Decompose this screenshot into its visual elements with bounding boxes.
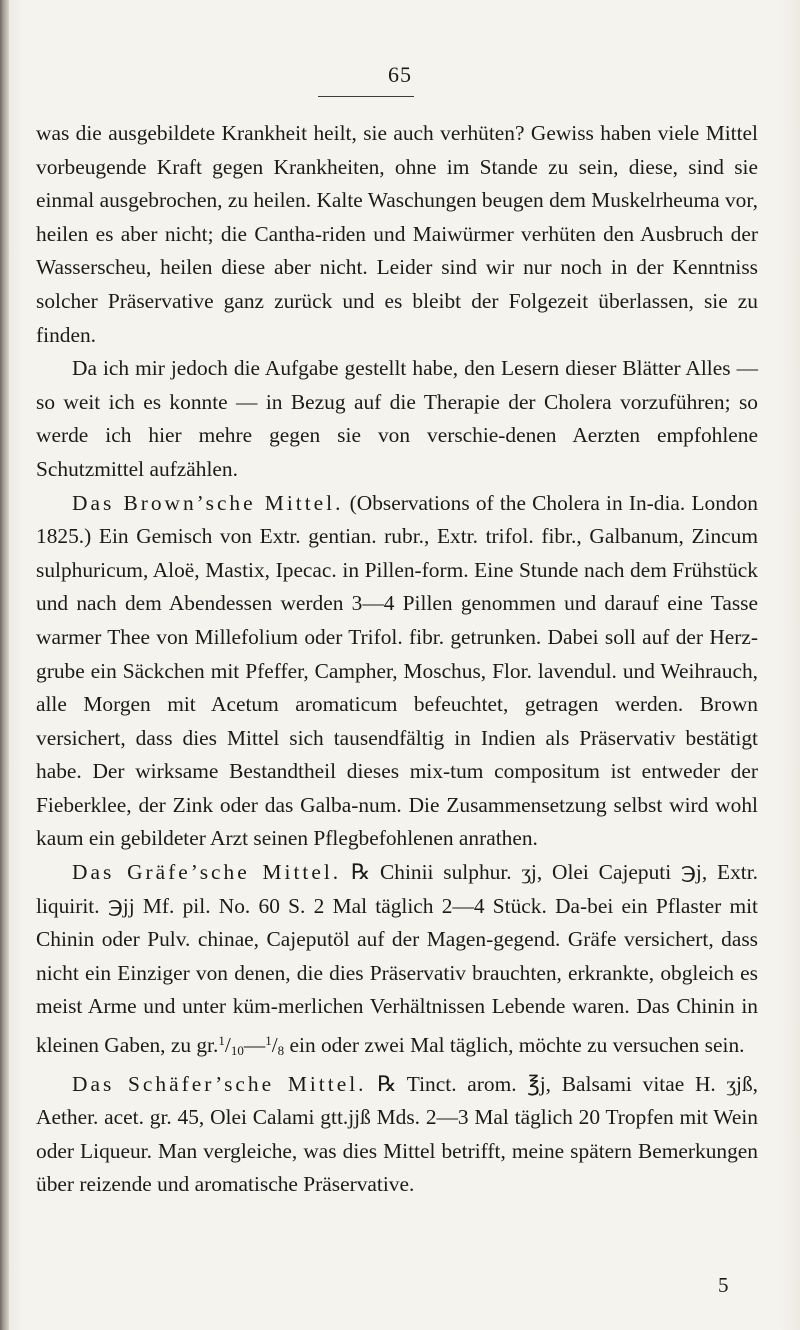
- brown-remedy-title: Das Brown’sche Mittel.: [72, 490, 344, 515]
- page-number-text: 65: [388, 62, 412, 87]
- page-number: [0, 62, 800, 88]
- graefe-remedy-title: Das Gräfe’sche Mittel.: [72, 860, 342, 885]
- fraction-denominator: 10: [230, 1043, 244, 1059]
- graefe-remedy-text: ℞ Chinii sulphur. ʒj, Olei Cajeputi ℈j, Extr. liquirit. ℈jj Mf. pil. No. 60 S. 2 Mal täglich 2—4 Stück. Da-bei ein Pflaster mit Chinin oder Pulv. chinae, Cajeputöl auf der Magen-gegend. Gräfe versichert, dass nicht ein Einziger von denen, die dies Präservativ brauchten, erkrankte, obgleich es meist Arme und unter küm-merlichen Verhältnissen Lebende waren. Das Chinin in kleinen Gaben, zu gr.: [36, 860, 759, 1058]
- paragraph-overview: Da ich mir jedoch die Aufgabe gestellt habe, den Lesern dieser Blätter Alles — so weit ich es konnte — in Bezug auf die Therapie der Cholera vorzuführen; so werde ich hier mehre gegen sie von verschie-denen Aerzten empfohlene Schutzmittel aufzählen.: [36, 356, 758, 481]
- schaefer-remedy-text: ℞ Tinct. arom. ℥j, Balsami vitae H. ʒjß, Aether. acet. gr. 45, Olei Calami gtt.jjß Mds. 2—3 Mal täglich 20 Tropfen mit Wein oder Liqueur. Man vergleiche, was dies Mittel betrifft, meine spätern Bemerkungen über reizende und aromatische Präservative.: [36, 1071, 758, 1197]
- paragraph-brown: [36, 487, 758, 857]
- header-rule: [318, 96, 414, 97]
- paragraph-intro: was die ausgebildete Krankheit heilt, sie auch verhüten? Gewiss haben viele Mittel vorbeugende Kraft gegen Krankheiten, ohne im Stande zu sein, diese, sind sie einmal ausgebrochen, zu heilen. Kalte Waschungen beugen dem Muskelrheuma vor, heilen es aber nicht; die Cantha-riden und Maiwürmer verhüten den Ausbruch der Wasserscheu, heilen diese aber nicht. Leider sind wir nur noch in der Kenntniss solcher Präservative ganz zurück und es bleibt der Folgezeit überlassen, sie zu finden.: [36, 121, 758, 347]
- page-binding-edge: [0, 0, 9, 1330]
- fraction-denominator: 8: [277, 1043, 285, 1059]
- graefe-remedy-text-end: ein oder zwei Mal täglich, möchte zu versuchen sein.: [284, 1033, 745, 1058]
- body-text: [36, 117, 758, 1202]
- signature-mark: 5: [718, 1273, 729, 1297]
- paragraph-graefe: Das Gräfe’sche Mittel. ℞ Chinii sulphur. ʒj, Olei Cajeputi ℈j, Extr. liquirit. ℈jj Mf. pil. No. 60 S. 2 Mal täglich 2—4 Stück. Da-bei ein Pflaster mit Chinin oder Pulv. chinae, Cajeputöl auf der Magen-gegend. Gräfe versichert, dass nicht ein Einziger von denen, die dies Präservativ brauchten, erkrankte, obgleich es meist Arme und unter küm-merlichen Verhältnissen Lebende waren. Das Chinin in kleinen Gaben, zu $gr.^1/_{10}—^1/_8$ ein oder zwei Mal täglich, möchte zu versuchen sein.: [36, 860, 759, 1059]
- schaefer-remedy-title: Das Schäfer’sche Mittel.: [72, 1071, 367, 1096]
- fraction-numerator: 1: [265, 1033, 272, 1049]
- fraction-numerator: 1: [218, 1033, 225, 1049]
- brown-remedy-text: (Observations of the Cholera in In-dia. London 1825.) Ein Gemisch von Extr. gentian. rubr., Extr. trifol. fibr., Galbanum, Zincum sulphuricum, Aloë, Mastix, Ipecac. in Pillen-form. Eine Stunde nach dem Frühstück und nach dem Abendessen werden 3—4 Pillen genommen und darauf eine Tasse warmer Thee von Millefolium oder Trifol. fibr. getrunken. Dabei soll auf der Herz-grube ein Säckchen mit Pfeffer, Campher, Moschus, Flor. lavendul. und Weihrauch, alle Morgen mit Acetum aromaticum befeuchtet, getragen werden. Brown versichert, dass dies Mittel sich tausendfältig in Indien als Präservativ bestätigt habe. Der wirksame Bestandtheil dieses mix-tum compositum ist entweder der Fieberklee, der Zink oder das Galba-num. Die Zusammensetzung selbst wird wohl kaum ein gebildeter Arzt seinen Pflegbefohlenen anrathen.: [36, 490, 758, 851]
- paragraph-schaefer: [36, 1068, 758, 1202]
- range-dash: —: [243, 1033, 266, 1058]
